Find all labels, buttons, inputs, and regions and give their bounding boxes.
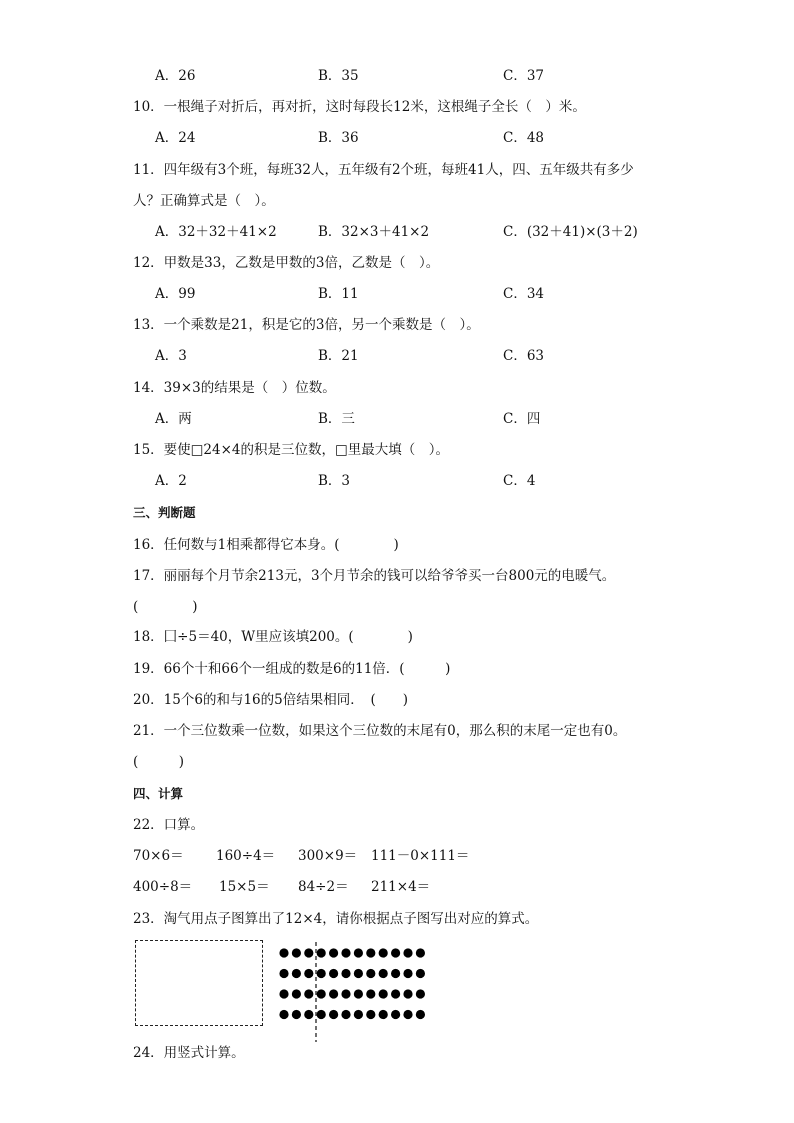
q13-question: 13．一个乘数是21，积是它的3倍，另一个乘数是（ ）。 bbox=[133, 317, 480, 333]
q15-option-c[interactable]: C．4 bbox=[503, 473, 536, 489]
q14-question: 14．39×3的结果是（ ）位数。 bbox=[133, 380, 336, 396]
q10-option-b[interactable]: B．36 bbox=[318, 130, 359, 146]
q11-option-c[interactable]: C．(32＋41)×(3＋2) bbox=[503, 224, 638, 240]
q19-statement: 19．66个十和66个一组成的数是6的11倍．( ) bbox=[133, 661, 451, 677]
dot bbox=[329, 948, 338, 957]
q11-question-line1: 11．四年级有3个班，每班32人，五年级有2个班，每班41人，四、五年级共有多少 bbox=[133, 162, 634, 178]
q12-question: 12．甲数是33，乙数是甲数的3倍，乙数是（ ）。 bbox=[133, 255, 440, 271]
dot-grid-diagram bbox=[276, 942, 436, 1042]
dot bbox=[379, 969, 388, 978]
q12-options bbox=[155, 284, 715, 304]
dot bbox=[391, 989, 400, 998]
dot bbox=[403, 948, 412, 957]
dot bbox=[279, 989, 288, 998]
dot bbox=[304, 1010, 313, 1019]
q9-options bbox=[155, 66, 715, 86]
q9-option-b[interactable]: B．35 bbox=[318, 68, 359, 84]
q13-options bbox=[155, 346, 715, 366]
q24-title: 24．用竖式计算。 bbox=[133, 1045, 245, 1061]
dot bbox=[317, 1010, 326, 1019]
dot bbox=[354, 1010, 363, 1019]
dot bbox=[292, 989, 301, 998]
dot bbox=[279, 969, 288, 978]
dot bbox=[391, 969, 400, 978]
dot bbox=[416, 969, 425, 978]
dot bbox=[354, 969, 363, 978]
q14-option-c[interactable]: C．四 bbox=[503, 411, 541, 427]
dot bbox=[292, 948, 301, 957]
q14-options bbox=[155, 409, 715, 429]
q11-option-a[interactable]: A．32＋32＋41×2 bbox=[155, 224, 277, 240]
dot bbox=[366, 1010, 375, 1019]
q10-option-c[interactable]: C．48 bbox=[503, 130, 545, 146]
dot bbox=[292, 1010, 301, 1019]
q18-statement: 18．囗÷5＝40，W里应该填200。( ) bbox=[133, 629, 413, 645]
dot bbox=[403, 969, 412, 978]
dot bbox=[416, 948, 425, 957]
dot bbox=[379, 948, 388, 957]
q10-question: 10．一根绳子对折后，再对折，这时每段长12米，这根绳子全长（ ）米。 bbox=[133, 99, 586, 115]
q17-statement-line1: 17．丽丽每个月节余213元，3个月节余的钱可以给爷爷买一台800元的电暖气。 bbox=[133, 568, 616, 584]
dot bbox=[329, 989, 338, 998]
q10-options bbox=[155, 128, 715, 148]
section-true-false-heading: 三、判断题 bbox=[133, 505, 196, 520]
q11-option-b[interactable]: B．32×3＋41×2 bbox=[318, 224, 430, 240]
q22-item: 400÷8＝ bbox=[133, 879, 193, 895]
q22-title: 22．口算。 bbox=[133, 817, 205, 833]
dot bbox=[341, 948, 350, 957]
dot bbox=[366, 948, 375, 957]
dot bbox=[304, 969, 313, 978]
q15-options bbox=[155, 471, 715, 491]
q12-option-b[interactable]: B．11 bbox=[318, 286, 359, 302]
dot bbox=[366, 969, 375, 978]
dot bbox=[304, 948, 313, 957]
q12-option-a[interactable]: A．99 bbox=[155, 286, 196, 302]
dot bbox=[403, 989, 412, 998]
q10-option-a[interactable]: A．24 bbox=[155, 130, 196, 146]
q14-option-a[interactable]: A．两 bbox=[155, 411, 192, 427]
dot bbox=[317, 989, 326, 998]
dot bbox=[304, 989, 313, 998]
q15-question: 15．要使□24×4的积是三位数，□里最大填（ ）。 bbox=[133, 442, 450, 458]
q17-answer-bracket[interactable]: ( ) bbox=[133, 599, 198, 615]
q23-question: 23．淘气用点子图算出了12×4，请你根据点子图写出对应的算式。 bbox=[133, 911, 539, 927]
q13-option-b[interactable]: B．21 bbox=[318, 348, 359, 364]
q21-statement-line1: 21．一个三位数乘一位数，如果这个三位数的末尾有0，那么积的末尾一定也有0。 bbox=[133, 723, 627, 739]
dot bbox=[279, 948, 288, 957]
dot bbox=[279, 1010, 288, 1019]
q9-option-c[interactable]: C．37 bbox=[503, 68, 545, 84]
q11-question-line2: 人？正确算式是（ ）。 bbox=[133, 193, 275, 209]
dot bbox=[354, 948, 363, 957]
dot bbox=[292, 969, 301, 978]
q15-option-b[interactable]: B．3 bbox=[318, 473, 351, 489]
dot bbox=[403, 1010, 412, 1019]
q9-option-a[interactable]: A．26 bbox=[155, 68, 196, 84]
dot bbox=[317, 948, 326, 957]
dot bbox=[379, 989, 388, 998]
dot bbox=[341, 1010, 350, 1019]
dot bbox=[341, 989, 350, 998]
q13-option-a[interactable]: A．3 bbox=[155, 348, 187, 364]
q21-answer-bracket[interactable]: ( ) bbox=[133, 754, 185, 770]
dot bbox=[416, 1010, 425, 1019]
dot bbox=[366, 989, 375, 998]
dot bbox=[391, 948, 400, 957]
q23-answer-box[interactable] bbox=[135, 940, 263, 1026]
q22-item: 211×4＝ bbox=[371, 879, 431, 895]
q22-item: 70×6＝ bbox=[133, 848, 184, 864]
dot bbox=[391, 1010, 400, 1019]
dot bbox=[416, 989, 425, 998]
dot bbox=[317, 969, 326, 978]
q22-item: 160÷4＝ bbox=[216, 848, 276, 864]
q12-option-c[interactable]: C．34 bbox=[503, 286, 545, 302]
dot bbox=[329, 1010, 338, 1019]
q22-item: 84÷2＝ bbox=[298, 879, 349, 895]
dot bbox=[354, 989, 363, 998]
q15-option-a[interactable]: A．2 bbox=[155, 473, 187, 489]
section-calculation-heading: 四、计算 bbox=[133, 786, 184, 801]
q11-options bbox=[155, 222, 715, 242]
q14-option-b[interactable]: B．三 bbox=[318, 411, 355, 427]
q16-statement: 16．任何数与1相乘都得它本身。( ) bbox=[133, 537, 399, 553]
q22-item: 111－0×111＝ bbox=[371, 848, 470, 864]
dot bbox=[341, 969, 350, 978]
dot bbox=[379, 1010, 388, 1019]
q13-option-c[interactable]: C．63 bbox=[503, 348, 545, 364]
dot bbox=[329, 969, 338, 978]
q22-item: 300×9＝ bbox=[298, 848, 358, 864]
q22-item: 15×5＝ bbox=[219, 879, 270, 895]
q20-statement: 20．15个6的和与16的5倍结果相同． ( ) bbox=[133, 692, 408, 708]
